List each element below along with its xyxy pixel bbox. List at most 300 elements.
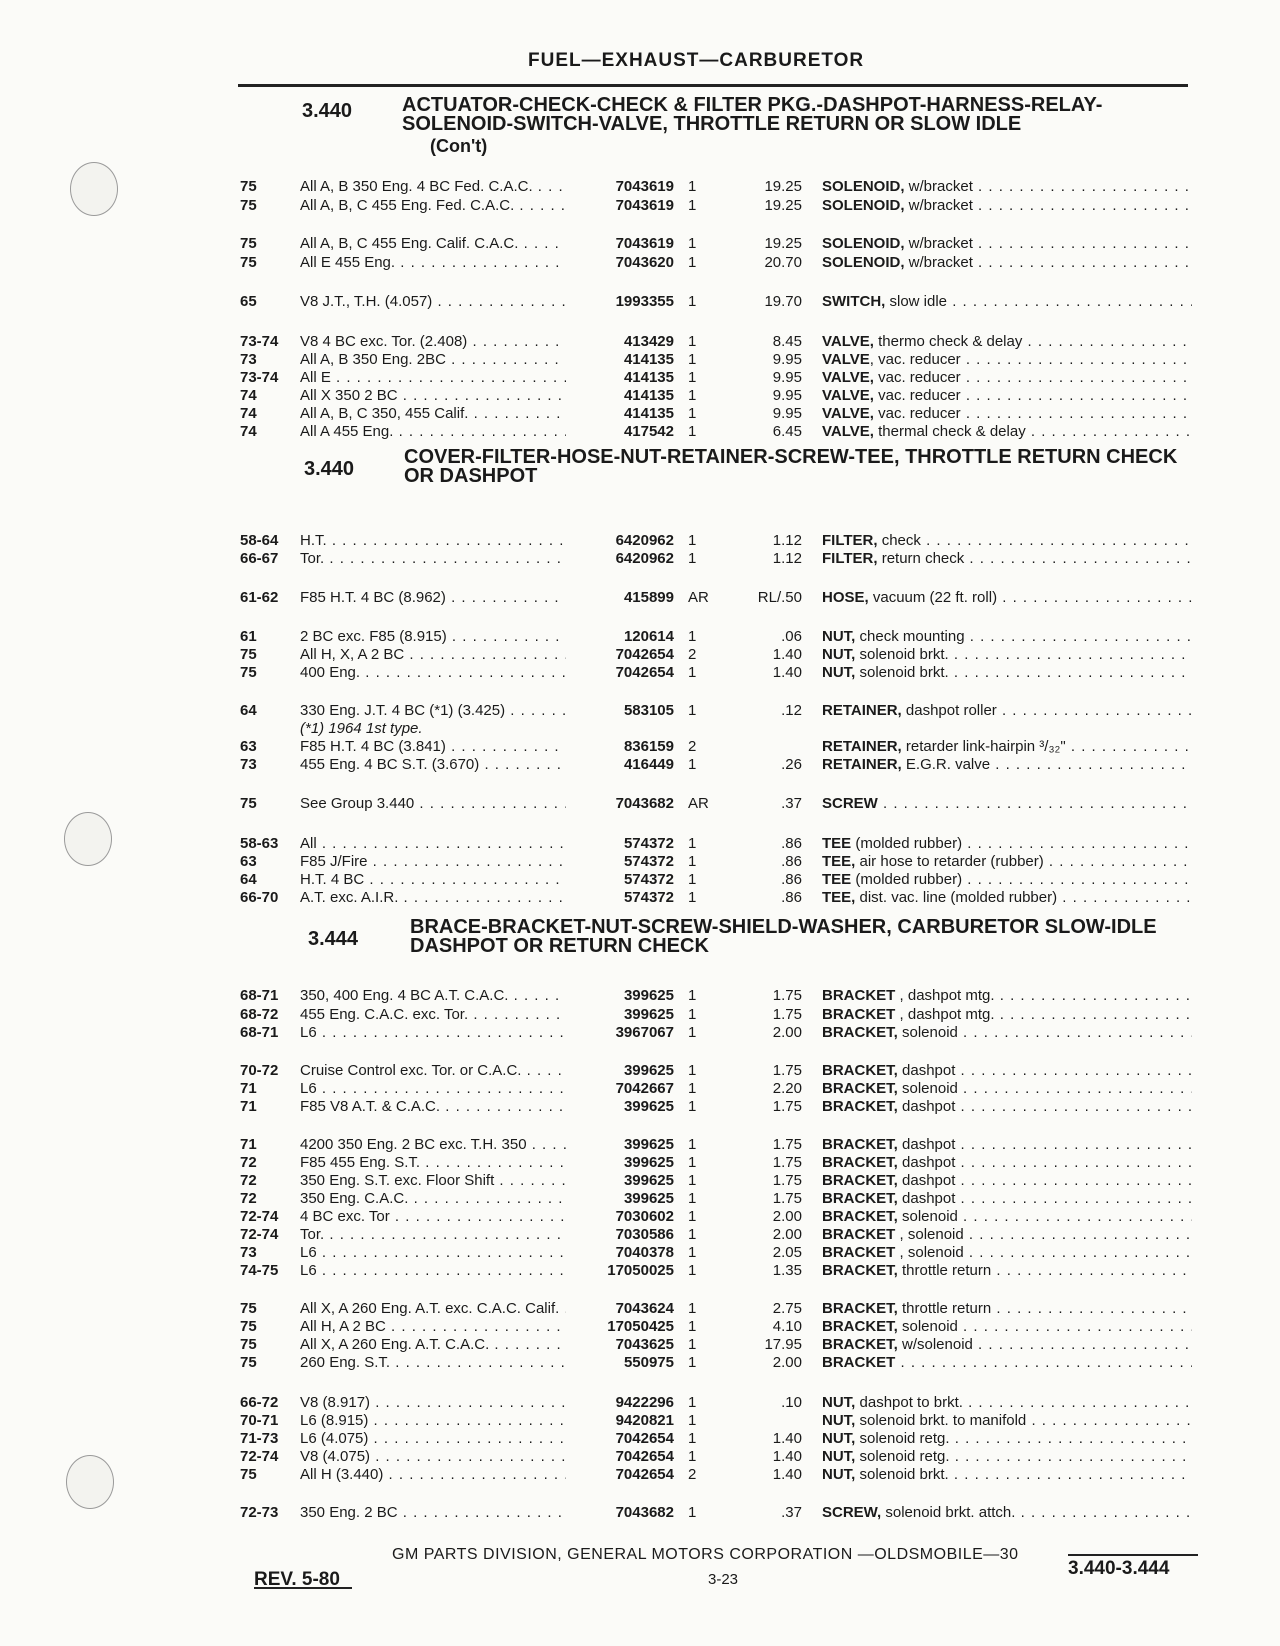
part-description bbox=[822, 235, 1192, 252]
part-name: SCREW bbox=[822, 795, 878, 812]
part-name: VALVE, bbox=[822, 369, 874, 386]
price: 1.40 bbox=[772, 1466, 802, 1483]
quantity: 1 bbox=[688, 1412, 697, 1429]
part-detail: thermo check & delay bbox=[873, 333, 1023, 350]
quantity: 1 bbox=[688, 1006, 697, 1023]
model-year: 75 bbox=[240, 1300, 257, 1317]
table-row bbox=[0, 1062, 1280, 1082]
section-title: COVER-FILTER-HOSE-NUT-RETAINER-SCREW-TEE, THROTTLE RETURN CHECK OR DASHPOT bbox=[404, 446, 1178, 487]
quantity: 1 bbox=[688, 835, 697, 852]
model-year: 72 bbox=[240, 1154, 257, 1171]
price: 8.45 bbox=[772, 333, 802, 350]
quantity: 1 bbox=[688, 387, 697, 404]
application: All A 455 Eng. . . . bbox=[300, 423, 566, 440]
part-description bbox=[822, 1448, 1192, 1465]
part-description bbox=[822, 1226, 1192, 1243]
model-year: 65 bbox=[240, 293, 257, 310]
part-name: HOSE, bbox=[822, 589, 869, 606]
part-name: VALVE bbox=[822, 351, 870, 368]
application: 455 Eng. C.A.C. exc. Tor. . . . bbox=[300, 1006, 566, 1023]
model-year: 73 bbox=[240, 351, 257, 368]
price: .37 bbox=[781, 795, 802, 812]
part-name: NUT, bbox=[822, 1466, 856, 1483]
quantity: 1 bbox=[688, 351, 697, 368]
table-row bbox=[0, 1172, 1280, 1192]
model-year: 71-73 bbox=[240, 1430, 279, 1447]
part-description bbox=[822, 589, 1192, 606]
part-number: 7043682 bbox=[615, 795, 674, 812]
part-description bbox=[822, 293, 1192, 310]
part-name: BRACKET, bbox=[822, 1300, 898, 1317]
table-row bbox=[0, 1262, 1280, 1282]
part-number: 417542 bbox=[623, 423, 674, 440]
model-year: 73 bbox=[240, 1244, 257, 1261]
quantity: 1 bbox=[688, 1262, 697, 1279]
part-number: 414135 bbox=[623, 387, 674, 404]
price: .10 bbox=[781, 1394, 802, 1411]
price: 19.70 bbox=[764, 293, 802, 310]
application: 350 Eng. 2 BC . . . bbox=[300, 1504, 566, 1521]
application: All X, A 260 Eng. A.T. C.A.C. . . . bbox=[300, 1336, 566, 1353]
model-year: 66-70 bbox=[240, 889, 279, 906]
model-year: 72-74 bbox=[240, 1448, 279, 1465]
table-row bbox=[0, 756, 1280, 776]
footer-revision: REV. 5-80 bbox=[254, 1569, 340, 1590]
quantity: 1 bbox=[688, 1136, 697, 1153]
part-number: 120614 bbox=[623, 628, 674, 645]
part-name: BRACKET, bbox=[822, 1318, 898, 1335]
part-detail: check bbox=[877, 532, 921, 549]
part-number: 7040378 bbox=[615, 1244, 674, 1261]
part-number: 17050025 bbox=[607, 1262, 674, 1279]
price: 1.12 bbox=[772, 532, 802, 549]
part-description bbox=[822, 178, 1192, 195]
application: 400 Eng. . . . bbox=[300, 664, 566, 681]
part-description bbox=[822, 333, 1192, 350]
quantity: 1 bbox=[688, 756, 697, 773]
model-year: 68-71 bbox=[240, 1024, 279, 1041]
price: .86 bbox=[781, 871, 802, 888]
table-row bbox=[0, 1190, 1280, 1210]
model-year: 74 bbox=[240, 387, 257, 404]
part-detail: check mounting bbox=[855, 628, 965, 645]
application: 330 Eng. J.T. 4 BC (*1) (3.425) . . . bbox=[300, 702, 566, 719]
part-detail: throttle return bbox=[897, 1300, 992, 1317]
quantity: 1 bbox=[688, 889, 697, 906]
part-description bbox=[822, 405, 1192, 422]
part-description bbox=[822, 756, 1192, 773]
model-year: 71 bbox=[240, 1080, 257, 1097]
part-description bbox=[822, 351, 1192, 368]
price: 1.75 bbox=[772, 1190, 802, 1207]
model-year: 72-74 bbox=[240, 1208, 279, 1225]
quantity: AR bbox=[688, 795, 709, 812]
part-detail: (molded rubber) bbox=[851, 835, 963, 852]
table-row bbox=[0, 1300, 1280, 1320]
model-year: 75 bbox=[240, 795, 257, 812]
part-number: 415899 bbox=[623, 589, 674, 606]
quantity: 1 bbox=[688, 178, 697, 195]
part-detail: retarder link-hairpin ³/₃₂" bbox=[901, 738, 1066, 755]
part-number: 7042654 bbox=[615, 1430, 674, 1447]
part-name: BRACKET, bbox=[822, 1098, 898, 1115]
header-rule bbox=[238, 84, 1188, 87]
table-row bbox=[0, 987, 1280, 1007]
part-name: BRACKET, bbox=[822, 1024, 898, 1041]
part-name: NUT, bbox=[822, 628, 856, 645]
application: All A, B, C 455 Eng. Calif. C.A.C. . . . bbox=[300, 235, 566, 252]
price: .26 bbox=[781, 756, 802, 773]
table-row bbox=[0, 738, 1280, 758]
price: 1.75 bbox=[772, 987, 802, 1004]
part-description bbox=[822, 1412, 1192, 1429]
quantity: 2 bbox=[688, 646, 697, 663]
quantity: 1 bbox=[688, 1394, 697, 1411]
model-year: 64 bbox=[240, 871, 257, 888]
part-number: 550975 bbox=[623, 1354, 674, 1371]
part-detail: throttle return bbox=[897, 1262, 992, 1279]
price: 1.75 bbox=[772, 1136, 802, 1153]
part-description bbox=[822, 853, 1192, 870]
part-description bbox=[822, 1154, 1192, 1171]
price: .86 bbox=[781, 889, 802, 906]
part-name: NUT, bbox=[822, 1412, 856, 1429]
part-number: 7043625 bbox=[615, 1336, 674, 1353]
quantity: 2 bbox=[688, 1466, 697, 1483]
part-description bbox=[822, 1336, 1192, 1353]
price: 9.95 bbox=[772, 351, 802, 368]
part-description bbox=[822, 1394, 1192, 1411]
table-row bbox=[0, 835, 1280, 855]
part-detail: w/bracket bbox=[904, 254, 973, 271]
part-detail: dashpot bbox=[897, 1062, 956, 1079]
table-row bbox=[0, 1080, 1280, 1100]
model-year: 72 bbox=[240, 1190, 257, 1207]
part-name: BRACKET bbox=[822, 1354, 896, 1371]
part-description bbox=[822, 532, 1192, 549]
part-description bbox=[822, 197, 1192, 214]
application: H.T. 4 BC . . . bbox=[300, 871, 566, 888]
part-number: 7042654 bbox=[615, 1448, 674, 1465]
quantity: 1 bbox=[688, 197, 697, 214]
price: 1.40 bbox=[772, 1448, 802, 1465]
table-row bbox=[0, 1394, 1280, 1414]
price: 1.40 bbox=[772, 664, 802, 681]
part-name: RETAINER, bbox=[822, 738, 902, 755]
table-row bbox=[0, 405, 1280, 425]
part-number: 9420821 bbox=[615, 1412, 674, 1429]
price: 1.12 bbox=[772, 550, 802, 567]
part-number: 17050425 bbox=[607, 1318, 674, 1335]
price: 1.75 bbox=[772, 1098, 802, 1115]
part-name: VALVE, bbox=[822, 423, 874, 440]
part-description bbox=[822, 1136, 1192, 1153]
quantity: 1 bbox=[688, 1318, 697, 1335]
part-number: 7042654 bbox=[615, 664, 674, 681]
table-row bbox=[0, 702, 1280, 722]
table-row bbox=[0, 351, 1280, 371]
part-detail: , solenoid bbox=[895, 1244, 964, 1261]
part-name: SOLENOID, bbox=[822, 197, 905, 214]
model-year: 73 bbox=[240, 756, 257, 773]
table-row bbox=[0, 1354, 1280, 1374]
part-number: 6420962 bbox=[615, 532, 674, 549]
quantity: 1 bbox=[688, 532, 697, 549]
table-row bbox=[0, 646, 1280, 666]
model-year: 68-72 bbox=[240, 1006, 279, 1023]
part-description bbox=[822, 987, 1192, 1004]
table-row bbox=[0, 197, 1280, 217]
model-year: 75 bbox=[240, 197, 257, 214]
model-year: 70-71 bbox=[240, 1412, 279, 1429]
part-name: NUT, bbox=[822, 646, 856, 663]
model-year: 71 bbox=[240, 1098, 257, 1115]
table-row bbox=[0, 1154, 1280, 1174]
application: L6 . . . bbox=[300, 1262, 566, 1279]
part-description bbox=[822, 664, 1192, 681]
section-number: 3.444 bbox=[308, 928, 359, 950]
part-number: 399625 bbox=[623, 1006, 674, 1023]
part-description bbox=[822, 1318, 1192, 1335]
part-number: 7042667 bbox=[615, 1080, 674, 1097]
price: 19.25 bbox=[764, 178, 802, 195]
price: 6.45 bbox=[772, 423, 802, 440]
application: F85 J/Fire . . . bbox=[300, 853, 566, 870]
price: 2.20 bbox=[772, 1080, 802, 1097]
part-name: VALVE, bbox=[822, 333, 874, 350]
application: (*1) 1964 1st type. bbox=[300, 720, 423, 737]
part-detail: , dashpot mtg. bbox=[895, 1006, 995, 1023]
part-detail: solenoid bbox=[897, 1318, 958, 1335]
part-number: 399625 bbox=[623, 1098, 674, 1115]
part-description bbox=[822, 1208, 1192, 1225]
model-year: 63 bbox=[240, 738, 257, 755]
part-detail: dashpot bbox=[897, 1190, 956, 1207]
quantity: 1 bbox=[688, 1448, 697, 1465]
application: F85 H.T. 4 BC (8.962) . . . bbox=[300, 589, 566, 606]
part-number: 7030602 bbox=[615, 1208, 674, 1225]
part-number: 399625 bbox=[623, 1190, 674, 1207]
quantity: 1 bbox=[688, 1336, 697, 1353]
part-name: BRACKET bbox=[822, 1226, 896, 1243]
price: 2.00 bbox=[772, 1024, 802, 1041]
part-number: 414135 bbox=[623, 369, 674, 386]
price: 20.70 bbox=[764, 254, 802, 271]
part-description bbox=[822, 550, 1192, 567]
part-description bbox=[822, 1504, 1192, 1521]
part-number: 399625 bbox=[623, 1062, 674, 1079]
part-detail: solenoid brkt. bbox=[855, 1466, 949, 1483]
part-name: TEE, bbox=[822, 889, 856, 906]
part-detail: solenoid brkt. bbox=[855, 646, 949, 663]
application: All H (3.440) . . . bbox=[300, 1466, 566, 1483]
part-number: 413429 bbox=[623, 333, 674, 350]
part-name: BRACKET, bbox=[822, 1062, 898, 1079]
application: All E . . . bbox=[300, 369, 566, 386]
model-year: 63 bbox=[240, 853, 257, 870]
part-number: 1993355 bbox=[615, 293, 674, 310]
part-description bbox=[822, 254, 1192, 271]
application: 350 Eng. C.A.C. . . . bbox=[300, 1190, 566, 1207]
part-description bbox=[822, 1354, 1192, 1371]
price: 19.25 bbox=[764, 235, 802, 252]
model-year: 58-64 bbox=[240, 532, 279, 549]
model-year: 66-72 bbox=[240, 1394, 279, 1411]
part-name: NUT, bbox=[822, 664, 856, 681]
model-year: 74 bbox=[240, 405, 257, 422]
application: 455 Eng. 4 BC S.T. (3.670) . . . bbox=[300, 756, 566, 773]
part-description bbox=[822, 1300, 1192, 1317]
table-row bbox=[0, 532, 1280, 552]
application: All A, B 350 Eng. 4 BC Fed. C.A.C. . . . bbox=[300, 178, 566, 195]
part-detail: vac. reducer bbox=[873, 387, 961, 404]
part-name: BRACKET bbox=[822, 1006, 896, 1023]
application: 4 BC exc. Tor . . . bbox=[300, 1208, 566, 1225]
application: 2 BC exc. F85 (8.915) . . . bbox=[300, 628, 566, 645]
part-name: BRACKET, bbox=[822, 1136, 898, 1153]
part-description bbox=[822, 702, 1192, 719]
application: L6 (8.915) . . . bbox=[300, 1412, 566, 1429]
part-number: 7043620 bbox=[615, 254, 674, 271]
table-row bbox=[0, 550, 1280, 570]
application: All A, B, C 455 Eng. Fed. C.A.C. . . . bbox=[300, 197, 566, 214]
part-name: SOLENOID, bbox=[822, 235, 905, 252]
part-name: NUT, bbox=[822, 1448, 856, 1465]
part-description bbox=[822, 387, 1192, 404]
model-year: 61 bbox=[240, 628, 257, 645]
model-year: 75 bbox=[240, 178, 257, 195]
part-name: NUT, bbox=[822, 1430, 856, 1447]
application: 350, 400 Eng. 4 BC A.T. C.A.C. . . . bbox=[300, 987, 566, 1004]
model-year: 72 bbox=[240, 1172, 257, 1189]
model-year: 75 bbox=[240, 646, 257, 663]
part-description bbox=[822, 1262, 1192, 1279]
part-description bbox=[822, 1098, 1192, 1115]
table-row bbox=[0, 1006, 1280, 1026]
price: 1.35 bbox=[772, 1262, 802, 1279]
quantity: 1 bbox=[688, 702, 697, 719]
application: All H, A 2 BC . . . bbox=[300, 1318, 566, 1335]
model-year: 72-74 bbox=[240, 1226, 279, 1243]
price: 1.75 bbox=[772, 1006, 802, 1023]
table-row bbox=[0, 1208, 1280, 1228]
quantity: 1 bbox=[688, 1504, 697, 1521]
part-description bbox=[822, 871, 1192, 888]
part-name: TEE bbox=[822, 835, 852, 852]
model-year: 61-62 bbox=[240, 589, 279, 606]
price: 9.95 bbox=[772, 405, 802, 422]
table-row bbox=[0, 1430, 1280, 1450]
part-name: NUT, bbox=[822, 1394, 856, 1411]
part-description bbox=[822, 369, 1192, 386]
application: All X, A 260 Eng. A.T. exc. C.A.C. Calif. . . . bbox=[300, 1300, 566, 1317]
quantity: 1 bbox=[688, 1098, 697, 1115]
model-year: 58-63 bbox=[240, 835, 279, 852]
application: V8 4 BC exc. Tor. (2.408) . . . bbox=[300, 333, 566, 350]
footer-group-range: 3.440-3.444 bbox=[1068, 1558, 1170, 1579]
part-number: 414135 bbox=[623, 351, 674, 368]
model-year: 74 bbox=[240, 423, 257, 440]
price: RL/.50 bbox=[757, 589, 802, 606]
section-continued: (Con't) bbox=[430, 136, 488, 156]
part-description bbox=[822, 795, 1192, 812]
part-description bbox=[822, 738, 1192, 755]
quantity: AR bbox=[688, 589, 709, 606]
part-description bbox=[822, 1024, 1192, 1041]
part-detail: dashpot to brkt. bbox=[855, 1394, 963, 1411]
price: 1.40 bbox=[772, 1430, 802, 1447]
part-description bbox=[822, 1430, 1192, 1447]
part-number: 574372 bbox=[623, 871, 674, 888]
part-detail: solenoid brkt. bbox=[855, 664, 949, 681]
section-number: 3.440 bbox=[302, 100, 353, 122]
part-detail: w/bracket bbox=[904, 178, 973, 195]
quantity: 1 bbox=[688, 254, 697, 271]
table-row bbox=[0, 589, 1280, 609]
part-name: BRACKET, bbox=[822, 1190, 898, 1207]
part-name: RETAINER, bbox=[822, 756, 902, 773]
price: .86 bbox=[781, 835, 802, 852]
section-title: BRACE-BRACKET-NUT-SCREW-SHIELD-WASHER, CARBURETOR SLOW-IDLE DASHPOT OR RETURN CHECK bbox=[410, 916, 1157, 957]
quantity: 1 bbox=[688, 1430, 697, 1447]
quantity: 1 bbox=[688, 550, 697, 567]
table-row bbox=[0, 178, 1280, 198]
table-row bbox=[0, 628, 1280, 648]
table-row bbox=[0, 293, 1280, 313]
quantity: 1 bbox=[688, 1226, 697, 1243]
part-detail: slow idle bbox=[885, 293, 948, 310]
table-row bbox=[0, 1098, 1280, 1118]
part-name: VALVE, bbox=[822, 405, 874, 422]
model-year: 73-74 bbox=[240, 369, 279, 386]
part-description bbox=[822, 1172, 1192, 1189]
model-year: 72-73 bbox=[240, 1504, 279, 1521]
part-detail: vac. reducer bbox=[873, 405, 961, 422]
part-detail: dashpot bbox=[897, 1172, 956, 1189]
quantity: 1 bbox=[688, 1172, 697, 1189]
part-detail: air hose to retarder (rubber) bbox=[855, 853, 1044, 870]
part-detail: vacuum (22 ft. roll) bbox=[868, 589, 998, 606]
quantity: 1 bbox=[688, 1244, 697, 1261]
application: V8 J.T., T.H. (4.057) . . . bbox=[300, 293, 566, 310]
application: All X 350 2 BC . . . bbox=[300, 387, 566, 404]
price: .37 bbox=[781, 1504, 802, 1521]
part-number: 7042654 bbox=[615, 1466, 674, 1483]
table-row bbox=[0, 889, 1280, 909]
quantity: 1 bbox=[688, 628, 697, 645]
part-detail: thermal check & delay bbox=[873, 423, 1026, 440]
table-row bbox=[0, 664, 1280, 684]
application: See Group 3.440 . . . bbox=[300, 795, 566, 812]
part-detail: solenoid retg. bbox=[855, 1448, 950, 1465]
part-name: BRACKET bbox=[822, 1244, 896, 1261]
part-number: 7043619 bbox=[615, 197, 674, 214]
part-detail: solenoid brkt. attch. bbox=[881, 1504, 1016, 1521]
part-description bbox=[822, 1466, 1192, 1483]
model-year: 75 bbox=[240, 1318, 257, 1335]
application: Cruise Control exc. Tor. or C.A.C. . . . bbox=[300, 1062, 566, 1079]
quantity: 1 bbox=[688, 853, 697, 870]
footer-rule bbox=[1068, 1554, 1198, 1556]
application: L6 . . . bbox=[300, 1024, 566, 1041]
application: F85 V8 A.T. & C.A.C. . . . bbox=[300, 1098, 566, 1115]
application: Tor. . . . bbox=[300, 1226, 566, 1243]
model-year: 66-67 bbox=[240, 550, 279, 567]
part-description bbox=[822, 1244, 1192, 1261]
part-detail: return check bbox=[877, 550, 965, 567]
part-number: 414135 bbox=[623, 405, 674, 422]
table-row bbox=[0, 1412, 1280, 1432]
